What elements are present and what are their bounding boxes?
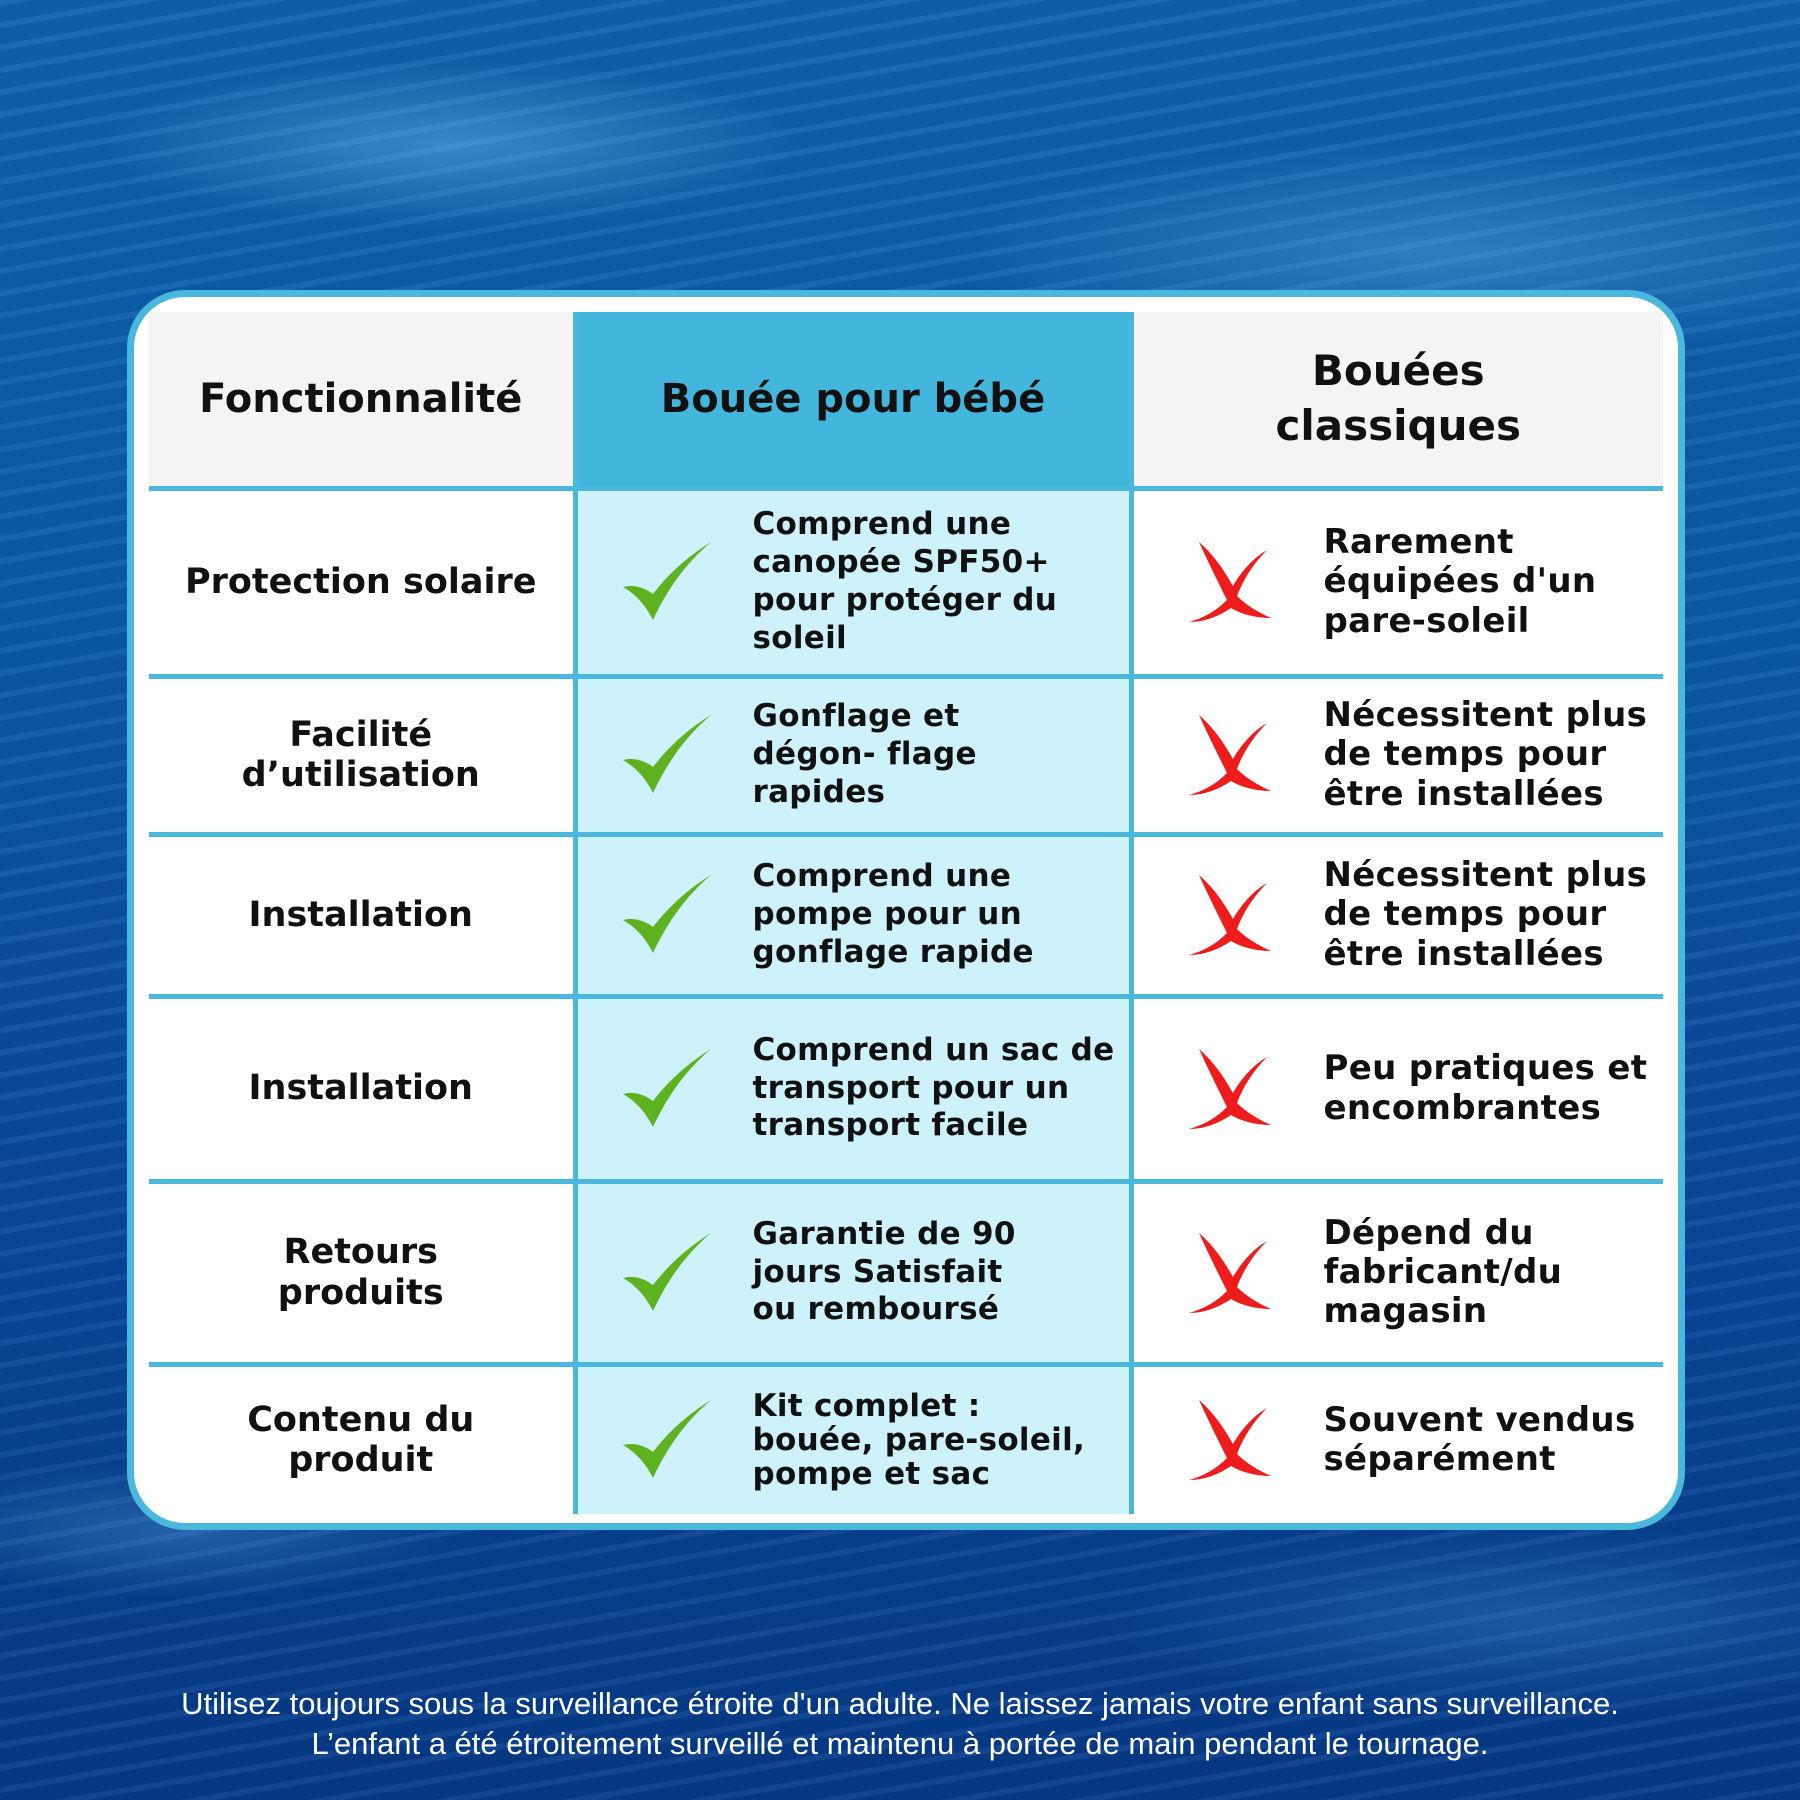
feature-cell: [149, 1364, 575, 1514]
cross-icon: [1134, 705, 1324, 805]
classic-cell: [1131, 1364, 1663, 1514]
check-icon: [578, 1390, 753, 1490]
table-row: [149, 1181, 1663, 1364]
feature-label: Facilité d’utilisation: [241, 714, 480, 795]
classic-feature-text: Dépend du fabricant/du magasin: [1323, 1212, 1563, 1332]
check-icon: [578, 532, 753, 632]
disclaimer-line-1: Utilisez toujours sous la surveillance étroite d'un adulte. Ne laissez jamais votre enfant sans surveillance.: [181, 1686, 1619, 1721]
cross-icon: [1134, 1390, 1324, 1490]
baby-feature-text: Comprend une pompe pour un gonflage rapide: [752, 858, 1034, 970]
cross-icon: [1134, 1223, 1324, 1323]
table-row: [149, 1364, 1663, 1514]
baby-feature-text: Kit complet : bouée, pare-soleil, pompe et sac: [752, 1388, 1086, 1493]
baby-cell: [575, 1181, 1131, 1364]
classic-cell: [1131, 676, 1663, 834]
classic-cell: [1131, 834, 1663, 996]
header-classic-label: Bouées classiques: [1275, 346, 1521, 450]
feature-cell: [149, 676, 575, 834]
feature-label: Contenu du produit: [247, 1400, 475, 1481]
classic-feature-text: Rarement équipées d'un pare-soleil: [1323, 522, 1597, 641]
header-baby-float: Bouée pour bébé: [575, 312, 1131, 488]
classic-feature-text: Nécessitent plus de temps pour être installées: [1323, 855, 1648, 974]
baby-cell: [575, 1364, 1131, 1514]
disclaimer-line-2: L’enfant a été étroitement surveillé et maintenu à portée de main pendant le tournage.: [311, 1726, 1489, 1761]
check-icon: [578, 1223, 753, 1323]
feature-cell: Protection solaire: [149, 488, 575, 676]
header-feature: Fonctionnalité: [149, 312, 575, 488]
baby-feature-text: Garantie de 90 jours Satisfait ou remboursé: [752, 1215, 1016, 1328]
table-row: [149, 996, 1663, 1181]
classic-feature-text: Nécessitent plus de temps pour être installées: [1323, 695, 1648, 814]
feature-label: Retours produits: [277, 1232, 444, 1313]
table-header-row: [149, 312, 1663, 488]
baby-feature-text: Comprend un sac de transport pour un transport facile: [752, 1031, 1115, 1144]
baby-feature-text: Gonflage et dégon- flage rapides: [752, 698, 977, 810]
baby-cell: [575, 488, 1131, 676]
cross-icon: [1134, 532, 1324, 632]
table-row: [149, 488, 1663, 676]
check-icon: [578, 865, 753, 965]
table-row: [149, 676, 1663, 834]
check-icon: [578, 705, 753, 805]
feature-cell: [149, 1181, 575, 1364]
classic-cell: [1131, 488, 1663, 676]
classic-feature-text: Souvent vendus séparément: [1323, 1400, 1636, 1480]
cross-icon: [1134, 865, 1324, 965]
feature-cell: Installation: [149, 996, 575, 1181]
baby-cell: [575, 676, 1131, 834]
comparison-card: [127, 290, 1685, 1530]
classic-cell: [1131, 996, 1663, 1181]
classic-feature-text: Peu pratiques et encombrantes: [1323, 1048, 1648, 1128]
classic-cell: [1131, 1181, 1663, 1364]
baby-cell: [575, 996, 1131, 1181]
table-row: [149, 834, 1663, 996]
feature-cell: Installation: [149, 834, 575, 996]
cross-icon: [1134, 1039, 1324, 1139]
check-icon: [578, 1039, 753, 1139]
comparison-table: [149, 312, 1663, 1514]
baby-feature-text: Comprend une canopée SPF50+ pour protéger du soleil: [752, 506, 1058, 656]
header-classic-floats: [1131, 312, 1663, 488]
baby-cell: [575, 834, 1131, 996]
